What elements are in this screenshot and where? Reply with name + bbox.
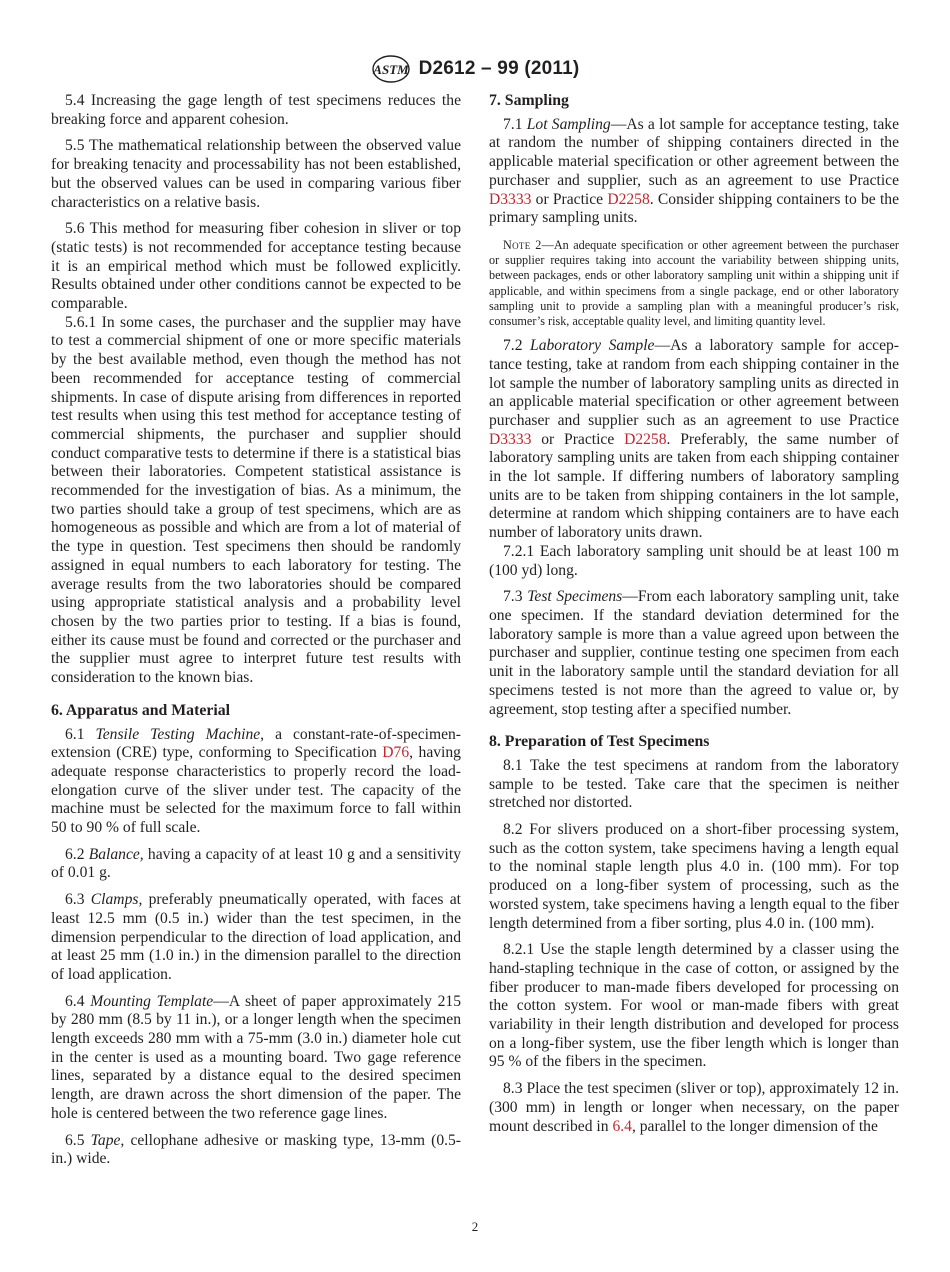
term: Lot Sampling [526, 115, 611, 133]
term: Mounting Template [90, 992, 214, 1010]
paragraph-5-6-1: 5.6.1 In some cases, the purchaser and the supplier may have to test a commercial shipment of one or more specific materials by the best available method, even though the method has not been recommended for acceptance testing of commercial shipments. In case of dispute arising from differences in reported test results when using this test method for acceptance testing of commercial shipments, the purchaser and supplier should conduct comparative tests to determine if there is a statistical bias between their laboratories. Competent statistical assistance is recommended for the investigation of bias. As a minimum, the two parties should take a group of test specimens, which are as homogeneous as possible and which are from a lot of material of the type in question. Test specimens then should be randomly assigned in equal numbers to each laboratory for testing. The average results from the two laboratories should be compared using appropriate statistical analysis and a probability level chosen by the two parties prior to testing. If a bias is found, either its cause must be found and corrected or the purchaser and the supplier must agree to interpret future test results with consideration to the known bias. [51, 313, 461, 687]
paragraph-5-6: 5.6 This method for measuring fiber cohesion in sliver or top (static tests) is not recommended for acceptance testing because it is an empirical method which must be followed explicitly. Results obtained under other conditions cannot be expected to be comparable. [51, 220, 461, 313]
paragraph-5-4: 5.4 Increasing the gage length of test specimens reduces the breaking force and apparent cohesion. [51, 92, 461, 128]
svg-text:ASTM: ASTM [372, 62, 409, 77]
term: Clamps, [90, 891, 143, 909]
term: Laboratory Sample [530, 337, 655, 355]
left-column [51, 92, 461, 1177]
paragraph-8-2: 8.2 For slivers produced on a short-fiber processing system, such as the cotton system, take specimens having a length equal to the nominal staple length plus 4.0 in. (100 mm). For top produced on a long-fiber system of processing, such as the worsted system, take specimens having a length equal to the fiber length determined from a fiber sorting, plus 4.0 in. (100 mm). [489, 821, 899, 932]
link-d2258[interactable]: D2258 [624, 430, 667, 448]
paragraph-5-5: 5.5 The mathematical relationship between the observed value for breaking tenacity and processability has not been established, but the observed values can be used in comparing various fiber characteristics on a relative basis. [51, 137, 461, 211]
term: Tensile Testing Machine, [95, 725, 265, 743]
paragraph-6-4: 6.4 Mounting Template—A sheet of paper approximately 215 by 280 mm (8.5 by 11 in.), or a longer length when the specimen length exceeds 280 mm with a 75-mm (3.0 in.) diameter hole cut in the center is used as a mounting board. Two gage reference lines, separated by a distance equal to the desired specimen length, are drawn across the short dimension of the paper. The hole is centered between the two reference gage lines. [51, 992, 462, 1122]
section-8-heading: 8. Preparation of Test Specimens [489, 733, 710, 751]
note-label: Note 2 [503, 237, 542, 252]
paragraph-8-2-1: 8.2.1 Use the staple length determined by a classer using the hand-stapling technique in the case of cotton, or assigned by the fiber producer to man-made fibers developed for processing on the cotton system. For wool or man-made fibers with great variability in their length distribution and developed for process on a long-fiber system, use the fiber length which is longer than 95 % of the fibers in the specimen. [489, 941, 899, 1071]
section-7-heading: 7. Sampling [489, 92, 569, 109]
link-d2258[interactable]: D2258 [607, 190, 650, 208]
page-number: 2 [471, 1219, 479, 1234]
paragraph-7-3: 7.3 Test Specimens—From each laboratory sampling unit, take one specimen. If the standard deviation determined for the laboratory sample is more than a value agreed upon between the purchaser and supplier, continue testing one specimen from each unit in the laboratory sample until the standard deviation for all specimens tested is not more than the agreed to value or, by agreement, stop testing after a specified number. [489, 588, 900, 718]
paragraph-6-5: 6.5 Tape, cellophane adhesive or masking type, 13-mm (0.5-in.) wide. [51, 1131, 461, 1168]
term: Tape, [90, 1131, 125, 1149]
paragraph-6-3: 6.3 Clamps, preferably pneumatically operated, with faces at least 12.5 mm (0.5 in.) wider than the test specimen, in the dimension perpendicular to the direction of load application, and at least 25 mm (1.0 in.) in the dimension parallel to the direction of load application. [51, 891, 462, 983]
paragraph-8-1: 8.1 Take the test specimens at random from the laboratory sample to be tested. Take care that the specimen is neither stretched nor distorted. [489, 756, 899, 812]
link-6-4[interactable]: 6.4 [612, 1117, 632, 1135]
document-id: D2612 – 99 (2011) [418, 58, 580, 79]
section-6-heading: 6. Apparatus and Material [51, 701, 231, 719]
paragraph-7-2: 7.2 Laboratory Sample—As a laboratory sample for acceptance testing, take at random from each shipping container in the lot sample the number of laboratory sampling units as directed in an applicable material specification or other agreement between purchaser and supplier such as an agreement to use Practice D3333 or Practice D2258. Preferably, the same number of laboratory sampling units are taken from each shipping container in the lot sample. If differing numbers of laboratory sampling units are to be taken from shipping containers in the lot sample, determine at random which shipping containers are to have each number of laboratory units drawn. [489, 337, 899, 542]
link-d3333[interactable]: D3333 [489, 190, 532, 208]
link-d76[interactable]: D76 [382, 744, 410, 762]
note-2: Note 2—An adequate specification or other agreement between the purchaser or supplier requires taking into account the variability between shipping units, between packages, ends or other laboratory sampling unit within a shipping unit if applicable, and within specimens from a single package, end or other laboratory sampling unit to provide a sampling plan with a meaningful producer’s risk, consumer’s risk, acceptable quality level, and limiting quantity level. [489, 237, 899, 328]
term: Balance, [88, 845, 144, 863]
paragraph-6-2: 6.2 Balance, having a capacity of at least 10 g and a sensitivity of 0.01 g. [51, 845, 462, 882]
page-header [0, 52, 950, 86]
term: Test Specimens [527, 588, 623, 606]
paragraph-7-1: 7.1 Lot Sampling—As a lot sample for acceptance testing, take at random the number of shipping containers directed in the applicable material specification or other agreement between the purchaser and supplier, such as an agreement to use Practice D3333 or Practice D2258. Consider shipping containers to be the primary sampling units. [489, 115, 900, 227]
paragraph-8-3: 8.3 Place the test specimen (sliver or top), approximately 12 in. (300 mm) in length or longer when necessary, on the paper mount described in 6.4, parallel to the longer dimension of the [489, 1080, 899, 1135]
astm-logo-icon [371, 54, 411, 84]
right-column [489, 92, 899, 1144]
paragraph-6-1: 6.1 Tensile Testing Machine, a constant-rate-of-specimen-extension (CRE) type, conforming to Specification D76, having adequate response characteristics to properly record the load-elongation curve of the sliver under test. The capacity of the machine must be selected for the maximum force to fall within 50 to 90 % of full scale. [51, 725, 461, 837]
paragraph-7-2-1: 7.2.1 Each laboratory sampling unit should be at least 100 m (100 yd) long. [489, 542, 899, 579]
link-d3333[interactable]: D3333 [489, 430, 532, 448]
